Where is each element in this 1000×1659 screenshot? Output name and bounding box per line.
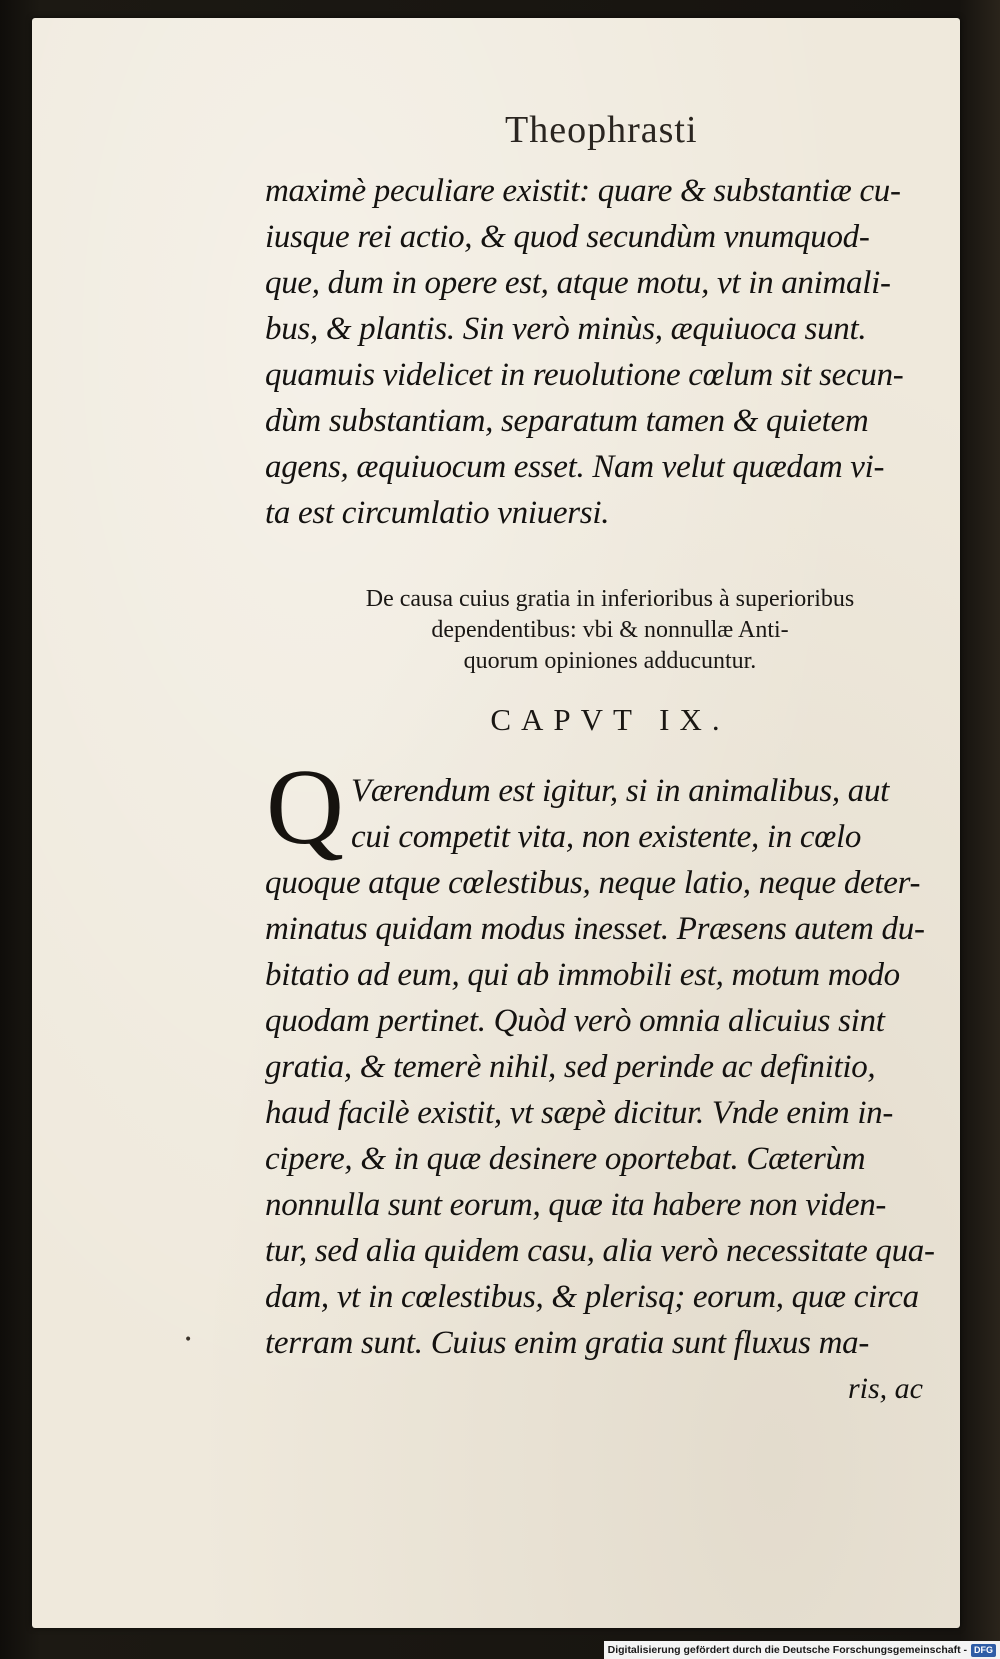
heading-line: De causa cuius gratia in inferioribus à superioribus xyxy=(365,586,855,612)
chapter-number: CAPVT IX. xyxy=(490,702,730,737)
text-line: dam, vt in cœlestibus, & plerisq; eorum, quæ circa xyxy=(265,1279,919,1315)
text-line: bitatio ad eum, qui ab immobili est, motum modo xyxy=(265,957,900,993)
text-line: minatus quidam modus inesset. Præsens autem du- xyxy=(265,911,925,947)
digitization-footer xyxy=(604,1641,1000,1659)
text-line: iusque rei actio, & quod secundùm vnumquod- xyxy=(265,219,870,255)
text-line: tur, sed alia quidem casu, alia verò necessitate qua- xyxy=(265,1233,935,1269)
text-line: agens, æquiuocum esset. Nam velut quædam vi- xyxy=(265,449,885,485)
text-line: terram sunt. Cuius enim gratia sunt fluxus ma- xyxy=(265,1325,870,1361)
running-head: Theophrasti xyxy=(505,109,698,151)
text-line: gratia, & temerè nihil, sed perinde ac definitio, xyxy=(265,1049,876,1085)
text-line: quoque atque cœlestibus, neque latio, neque deter- xyxy=(265,865,921,901)
heading-line: dependentibus: vbi & nonnullæ Anti- xyxy=(431,617,789,643)
text-line: bus, & plantis. Sin verò minùs, æquiuoca sunt. xyxy=(265,311,867,347)
drop-capital: Q xyxy=(266,748,344,867)
text-line: que, dum in opere est, atque motu, vt in animali- xyxy=(265,265,891,301)
footer-credit-text: Digitalisierung gefördert durch die Deutsche Forschungsgemeinschaft - xyxy=(607,1644,967,1656)
chapter-heading xyxy=(280,584,940,677)
text-block-before-chapter xyxy=(265,168,945,536)
text-line: haud facilè existit, vt sæpè dicitur. Vnde enim in- xyxy=(265,1095,894,1131)
text-line: maximè peculiare existit: quare & substantiæ cu- xyxy=(265,173,901,209)
catchword: ris, ac xyxy=(848,1372,923,1405)
text-line: quodam pertinet. Quòd verò omnia alicuius sint xyxy=(265,1003,885,1039)
text-block-chapter-body xyxy=(265,768,945,1366)
dfg-logo: DFG xyxy=(971,1644,996,1657)
text-line: cui competit vita, non existente, in cœlo xyxy=(351,819,862,855)
text-line: Værendum est igitur, si in animalibus, aut xyxy=(351,773,890,809)
text-line: ta est circumlatio vniuersi. xyxy=(265,495,610,531)
text-line: quamuis videlicet in reuolutione cœlum sit secun- xyxy=(265,357,904,393)
text-line: dùm substantiam, separatum tamen & quietem xyxy=(265,403,869,439)
text-line: cipere, & in quæ desinere oportebat. Cæterùm xyxy=(265,1141,866,1177)
heading-line: quorum opiniones adducuntur. xyxy=(463,648,757,674)
margin-mark: • xyxy=(184,1332,193,1348)
text-line: nonnulla sunt eorum, quæ ita habere non viden- xyxy=(265,1187,887,1223)
